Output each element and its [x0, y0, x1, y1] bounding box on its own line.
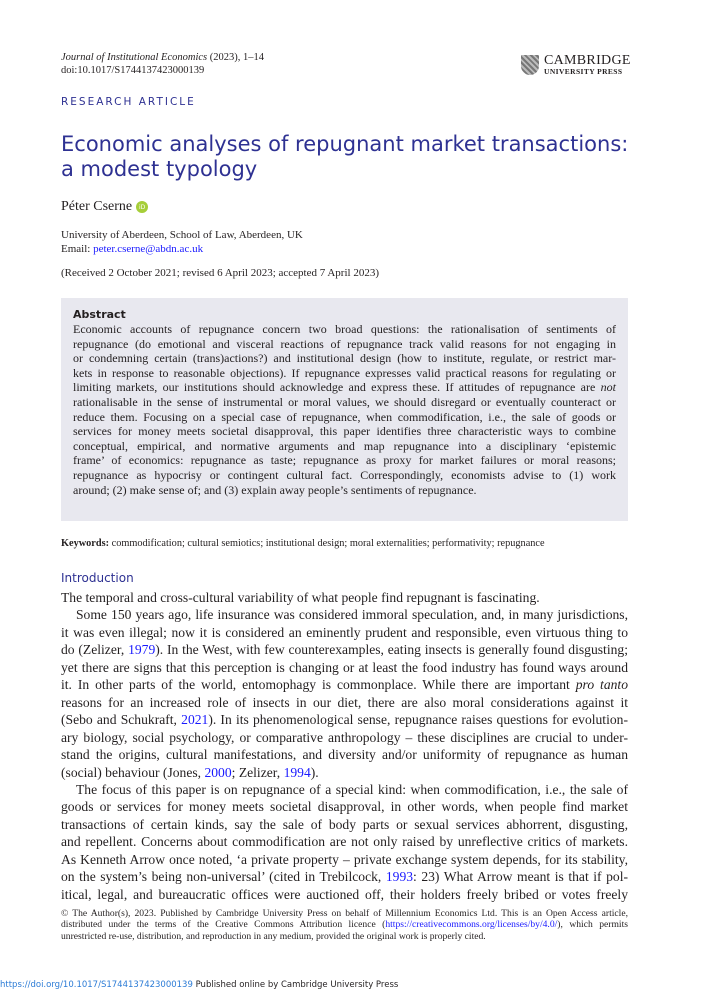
text-line	[73, 439, 616, 454]
journal-volume: (2023), 1–14	[207, 52, 264, 63]
reference-link[interactable]: 1993	[385, 869, 414, 885]
text-segment: repugnance as hypocrisy or contingent cultural fact. Correspondingly, economists advise to (1) work	[73, 467, 616, 482]
text-line	[61, 659, 628, 676]
abstract-text	[73, 322, 616, 497]
text-segment: conceptual, empirical, and normative arguments and map repugnance into a disciplinary ‘epistemic	[73, 438, 616, 453]
abstract-box	[61, 298, 628, 521]
page-title: Economic analyses of repugnant market transactions: a modest typology	[61, 132, 629, 181]
text-line	[61, 919, 628, 930]
doi: doi:10.1017/S1744137423000139	[61, 65, 205, 76]
paragraph	[61, 589, 628, 606]
text-segment: distributed under the terms of the Creative Commons Attribution licence (	[61, 919, 386, 931]
text-segment: unrestricted re-use, distribution, and reproduction in any medium, provided the original work is properly cited.	[61, 930, 486, 942]
text-segment: frame’ of economics: repugnance as taste; repugnance as proxy for market failures or moral reasons;	[73, 453, 616, 468]
abstract-heading: Abstract	[73, 308, 126, 321]
text-line	[73, 453, 616, 468]
text-segment: ). In its phenomenological sense, repugnance raises questions for evolution-	[208, 712, 628, 728]
cambridge-logo	[521, 54, 631, 76]
italic-text: pro tanto	[575, 677, 628, 693]
footer	[0, 980, 398, 990]
text-segment: ; Zelizer,	[231, 764, 284, 780]
text-segment: transactions of certain kinds, say the sale of body parts or sexual services abhorrent, disgusting,	[61, 816, 628, 832]
text-segment: (Sebo and Schukraft,	[61, 712, 182, 728]
keywords-text: commodification; cultural semiotics; institutional design; moral externalities; performativity; repugnance	[109, 538, 545, 549]
body-text	[61, 589, 628, 903]
text-line	[73, 380, 616, 395]
text-segment: stand the origins, cultural manifestations, and diversity and/or uniformity of repugnance as human	[61, 747, 628, 763]
text-segment: it. In other parts of the world, entomophagy is commonplace. While there are important	[61, 677, 576, 693]
text-line	[73, 337, 616, 352]
text-segment: repugnance (do emotional and visceral reactions of repugnance track valid reasons for not engaging in	[73, 336, 616, 351]
text-line	[61, 589, 628, 606]
reference-link[interactable]: 2000	[204, 764, 232, 780]
text-line	[61, 851, 628, 868]
orcid-icon[interactable]: iD	[136, 201, 148, 213]
text-line	[61, 798, 628, 815]
text-segment: ary biology, social psychology, or comparative anthropology – these disciplines are crucial to under-	[61, 729, 628, 745]
text-line	[61, 606, 628, 623]
reference-link[interactable]: 1994	[283, 764, 311, 780]
paragraph	[61, 781, 628, 903]
text-segment: The focus of this paper is on repugnance of a special kind: when commodification, i.e., the sale of	[76, 781, 628, 797]
author	[61, 199, 148, 215]
text-line	[61, 833, 628, 850]
text-segment: kets in response to reasonable objections). If repugnance expresses valid practical reasons for regulating or	[73, 365, 616, 380]
text-line	[61, 641, 628, 658]
paragraph	[61, 606, 628, 781]
text-segment: yet there are signs that this perception is changing or at least the food industry has found ways around	[61, 659, 628, 675]
text-line	[73, 483, 616, 498]
journal-name: Journal of Institutional Economics	[61, 52, 208, 63]
text-line	[73, 395, 616, 410]
text-line	[73, 322, 616, 337]
text-line	[61, 868, 628, 885]
text-segment: or condemning certain (trans)actions?) and institutional design (how to institute, regulate, or restrict mar-	[73, 351, 616, 366]
license-note	[61, 908, 628, 942]
text-segment: ).	[310, 764, 319, 780]
article-type: RESEARCH ARTICLE	[61, 96, 196, 108]
text-line	[61, 908, 628, 919]
keywords-label: Keywords:	[61, 538, 110, 549]
text-segment: © The Author(s), 2023. Published by Cambridge University Press on behalf of Millennium Economics Ltd. This is an Open Access article,	[61, 908, 628, 919]
text-line	[73, 410, 616, 425]
text-segment: reduce them. Focusing on a special case of repugnance, when commodification, i.e., the sale of goods or	[73, 409, 616, 424]
affiliation	[61, 228, 303, 256]
section-heading: Introduction	[61, 571, 134, 585]
text-segment: it was even illegal; now it is considered an eminently prudent and responsible, even virtuous thing to	[61, 624, 628, 640]
reference-link[interactable]: https://creativecommons.org/licenses/by/4.0/	[385, 919, 558, 931]
author-name: Péter Cserne	[61, 199, 133, 214]
history-dates: (Received 2 October 2021; revised 6 April 2023; accepted 7 April 2023)	[61, 267, 379, 279]
text-segment: As Kenneth Arrow once noted, ‘a private property – private exchange system depends, for its stability,	[61, 851, 628, 867]
text-line	[61, 886, 628, 903]
doi-link[interactable]: https://doi.org/10.1017/S1744137423000139	[0, 980, 193, 990]
email-label: Email:	[61, 243, 94, 255]
text-segment: do (Zelizer,	[61, 642, 129, 658]
text-segment: ). In the West, with few counterexamples, eating insects is generally found disgusting;	[155, 642, 628, 658]
text-segment: itical, legal, and bureaucratic offices were auctioned off, their holders freely bribed or votes freely	[61, 886, 628, 902]
text-line	[73, 468, 616, 483]
text-line	[61, 781, 628, 798]
text-line	[61, 816, 628, 833]
text-segment: The temporal and cross-cultural variability of what people find repugnant is fascinating.	[61, 590, 540, 605]
text-segment: and repellent. Concerns about commodification are not only raised by unreflective critics of markets.	[61, 834, 628, 850]
text-segment: Economic accounts of repugnance concern two broad questions: the rationalisation of sentiments of	[73, 322, 616, 336]
reference-link[interactable]: 2021	[181, 712, 209, 728]
text-line	[61, 711, 628, 728]
text-segment: rationalisable in the sense of instrumental or moral values, we should disregard or eventually counteract or	[73, 394, 616, 409]
text-line	[73, 366, 616, 381]
text-line	[73, 424, 616, 439]
text-line	[61, 624, 628, 641]
text-segment: : 23) What Arrow meant is that if pol-	[413, 869, 628, 885]
affiliation-text: University of Aberdeen, School of Law, Aberdeen, UK	[61, 229, 303, 241]
logo-line2: UNIVERSITY PRESS	[544, 67, 623, 76]
text-line	[61, 931, 628, 942]
text-segment: on the system’s being non-universal’ (cited in Trebilcock,	[61, 869, 386, 885]
text-segment: limiting markets, our institutions should acknowledge and express these. If attitudes of repugnance are	[73, 380, 601, 395]
text-segment: ), which permits	[557, 919, 628, 931]
text-segment: Some 150 years ago, life insurance was considered immoral speculation, and, in many jurisdictions,	[76, 607, 628, 623]
journal-citation	[61, 51, 264, 77]
keywords	[61, 538, 545, 549]
text-line	[61, 676, 628, 693]
shield-icon	[521, 55, 539, 75]
logo-line1: CAMBRIDGE	[544, 53, 631, 68]
text-segment: around; (2) make sense of; and (3) explain away people’s sentiments of repugnance.	[73, 482, 477, 497]
reference-link[interactable]: 1979	[128, 642, 156, 658]
text-segment: goods or services for money meets societal disapproval, in other words, when people find market	[61, 799, 628, 815]
text-line	[61, 746, 628, 763]
text-line	[61, 729, 628, 746]
text-line	[73, 351, 616, 366]
italic-text: not	[600, 380, 616, 395]
text-segment: (social) behaviour (Jones,	[61, 764, 205, 780]
text-segment: services for money meets societal disapproval, this paper identifies three characteristic ways to combine	[73, 424, 616, 439]
email-link[interactable]: peter.cserne@abdn.ac.uk	[93, 243, 204, 255]
text-segment: reasons for an increased role of insects in our diet, there are also moral considerations against it	[61, 694, 628, 710]
text-line	[61, 764, 628, 781]
text-line	[61, 694, 628, 711]
footer-text: Published online by Cambridge University Press	[192, 980, 399, 990]
